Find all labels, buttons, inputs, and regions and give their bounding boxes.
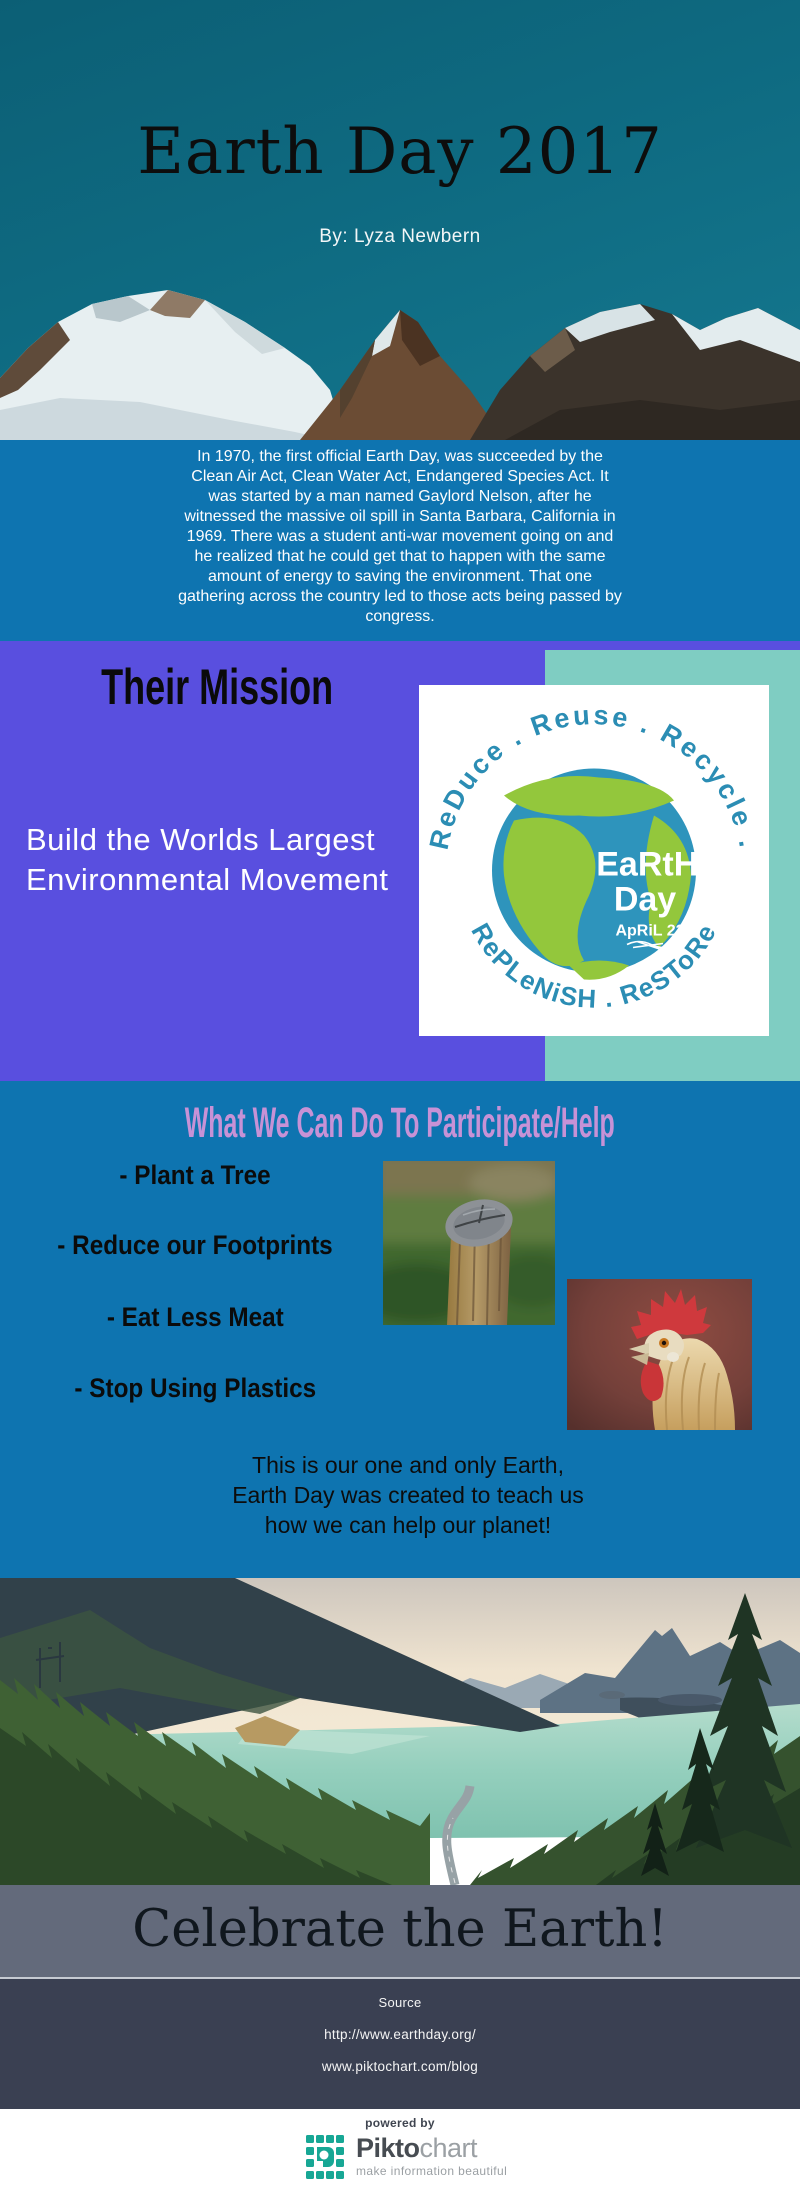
page-title: Earth Day 2017 (137, 114, 663, 189)
closing-text: This is our one and only Earth, Earth Day was created to teach us how we can help our planet! (232, 1452, 584, 1538)
piktochart-wordmark: Piktochart (356, 2133, 478, 2163)
intro-section (0, 440, 800, 641)
intro-paragraph: In 1970, the first official Earth Day, was succeeded by the Clean Air Act, Clean Water Act, Endangered Species Act. It was started by a man named Gaylord Nelson, after he witnessed the massive oil spill in Santa Barbara, California in 1969. There was a student anti-war movement going on and he realized that he could get that to happen with the same amount of energy to saving the environment. That one gathering across the country led to those acts being passed by congress. (178, 448, 622, 625)
rooster-photo (567, 1279, 752, 1430)
list-item-eat-less-meat: - Eat Less Meat (106, 1302, 284, 1332)
piktochart-footer (0, 2109, 800, 2190)
mission-heading-text: Their Mission (101, 659, 334, 715)
piktochart-wordmark-block (356, 2135, 507, 2178)
mission-heading (10, 660, 425, 715)
piktochart-brand[interactable] (305, 2135, 507, 2179)
piktochart-tagline: make information beautiful (356, 2164, 508, 2178)
celebrate-section (0, 1885, 800, 1979)
lake-photo (0, 1578, 800, 1885)
celebrate-heading: Celebrate the Earth! (132, 1900, 668, 1959)
logo-earth-text: EaRtH (596, 845, 699, 884)
earth-day-logo-graphic (419, 685, 769, 1036)
wood-post-photo (383, 1161, 555, 1325)
logo-day-text: Day (613, 880, 677, 919)
logo-arc-bottom-text: RePLeNiSH . ReSToRe (465, 917, 723, 1014)
source-label: Source (378, 1995, 422, 2010)
list-item-plant-a-tree: - Plant a Tree (119, 1160, 271, 1190)
piktochart-logo-icon (305, 2135, 347, 2179)
hero-section (0, 0, 800, 440)
source-link-earthday[interactable]: http://www.earthday.org/ (324, 2027, 476, 2042)
list-item-reduce-footprints: - Reduce our Footprints (57, 1230, 333, 1260)
mission-statement: Build the Worlds Largest Environmental Movement (26, 822, 389, 897)
list-item-stop-plastics: - Stop Using Plastics (74, 1373, 316, 1403)
participate-heading-text: What We Can Do To Participate/Help (184, 1099, 616, 1147)
logo-arc-top-text: ReDuce . Reuse . Recycle . (423, 699, 765, 853)
logo-date-text: ApRiL 22 (615, 922, 685, 940)
mountains-photo (0, 270, 800, 440)
sources-section (0, 1979, 800, 2109)
powered-by-label: powered by (365, 2116, 435, 2130)
svg-text:EaRtH Day (596, 846, 707, 919)
participate-heading (0, 1100, 800, 1147)
earth-day-logo (419, 685, 769, 1036)
byline: By: Lyza Newbern (319, 226, 481, 247)
lake-photo-section (0, 1578, 800, 1885)
source-link-piktochart-blog[interactable]: www.piktochart.com/blog (321, 2059, 479, 2074)
